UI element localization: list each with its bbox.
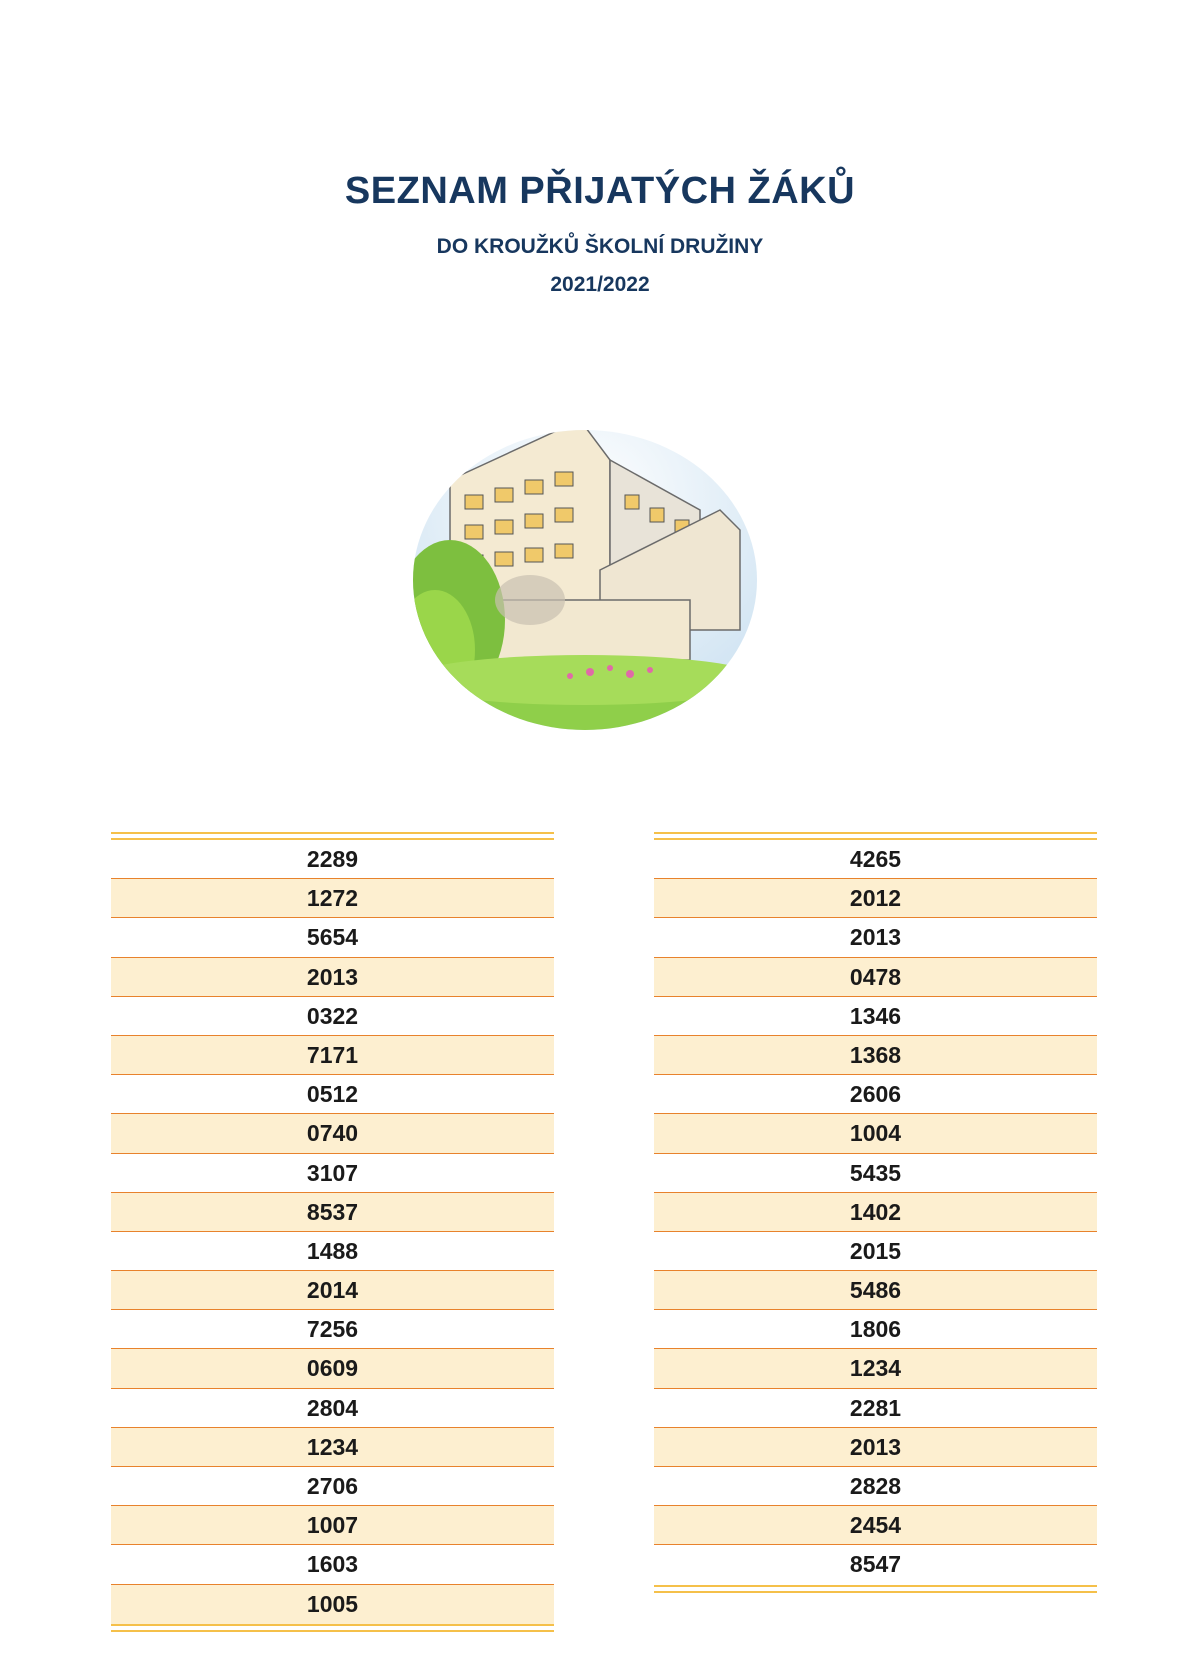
student-code-row: 1346: [654, 997, 1097, 1036]
student-code-row: 0478: [654, 958, 1097, 997]
student-code-row: 8547: [849, 1551, 902, 1578]
student-code-row: 2804: [111, 1389, 554, 1428]
student-code-row: 1368: [654, 1036, 1097, 1075]
student-code-row: 5435: [654, 1154, 1097, 1193]
page-subtitle: DO KROUŽKŮ ŠKOLNÍ DRUŽINY: [436, 235, 764, 258]
page-title: SEZNAM PŘIJATÝCH ŽÁKŮ: [344, 170, 856, 212]
student-code-row: 1007: [111, 1506, 554, 1545]
student-code-row: 3107: [111, 1154, 554, 1193]
list-top-rule: [111, 832, 554, 840]
student-code-row: 1234: [111, 1428, 554, 1467]
student-code-row: 1488: [111, 1232, 554, 1271]
student-code-row: 2828: [654, 1467, 1097, 1506]
student-code-row: 1806: [654, 1310, 1097, 1349]
student-code-row: 2013: [111, 958, 554, 997]
student-code-row: 2013: [654, 1428, 1097, 1467]
student-code-row: 7171: [111, 1036, 554, 1075]
student-code-row: 2454: [654, 1506, 1097, 1545]
school-building-illustration: [410, 400, 760, 730]
student-code-row: 5654: [111, 918, 554, 957]
student-code-row: 2289: [111, 840, 554, 879]
student-code-row: 2013: [654, 918, 1097, 957]
student-code-row: 0322: [111, 997, 554, 1036]
student-code-row: 1603: [111, 1545, 554, 1584]
student-code-row: 1402: [654, 1193, 1097, 1232]
student-code-row: 0609: [111, 1349, 554, 1388]
student-code-row: 7256: [111, 1310, 554, 1349]
school-year: 2021/2022: [550, 273, 650, 296]
student-code-row: 2012: [654, 879, 1097, 918]
list-bottom-rule: [654, 1585, 1097, 1593]
admitted-list-left: [111, 832, 554, 1632]
list-top-rule: [654, 832, 1097, 840]
student-code-row: 0512: [111, 1075, 554, 1114]
student-code-row: 5486: [654, 1271, 1097, 1310]
student-code-row: 2606: [654, 1075, 1097, 1114]
student-code-row: 1272: [111, 879, 554, 918]
student-code-row: 2014: [111, 1271, 554, 1310]
student-code-row: 2706: [111, 1467, 554, 1506]
student-code-row: 1004: [654, 1114, 1097, 1153]
student-code-row: 1234: [654, 1349, 1097, 1388]
admitted-list-right: [654, 832, 1097, 1593]
student-code-row: 2015: [654, 1232, 1097, 1271]
list-bottom-rule: [111, 1624, 554, 1632]
student-code-row: 0740: [111, 1114, 554, 1153]
student-code-row: 8537: [111, 1193, 554, 1232]
student-code-row: 4265: [654, 840, 1097, 879]
student-code-row: 1005: [111, 1585, 554, 1624]
student-code-row: 2281: [654, 1389, 1097, 1428]
